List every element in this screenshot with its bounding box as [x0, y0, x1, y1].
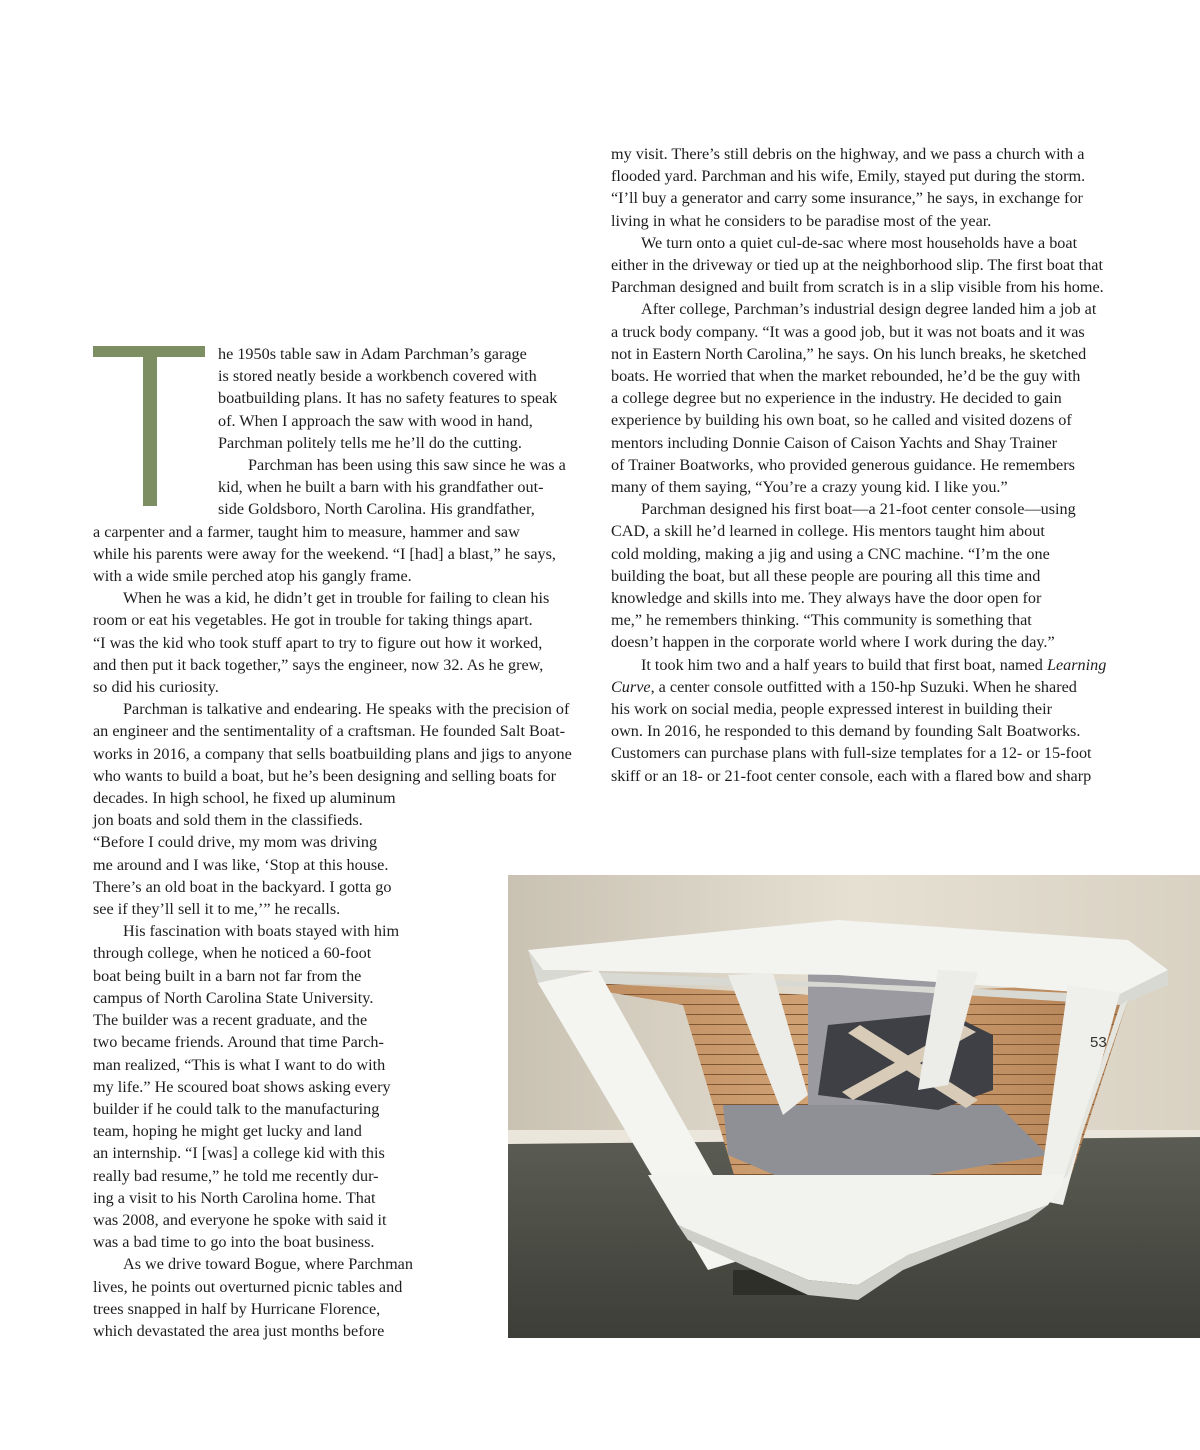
text-line: through college, when he noticed a 60-foot [93, 944, 372, 963]
text-line: so did his curiosity. [93, 678, 219, 697]
paragraph [93, 454, 588, 587]
text-line: Parchman politely tells me he’ll do the cutting. [218, 433, 522, 452]
text-line: experience by building his own boat, so he called and visited dozens of [611, 411, 1072, 430]
text-line: jon boats and sold them in the classifieds. [93, 811, 363, 830]
text-line: my visit. There’s still debris on the highway, and we pass a church with a [611, 145, 1085, 163]
text-line: flooded yard. Parchman and his wife, Emily, stayed put during the storm. [611, 167, 1086, 186]
text-line: while his parents were away for the weekend. “I [had] a blast,” he says, [93, 544, 556, 563]
text-line: Parchman has been using this saw since he was a [248, 456, 566, 475]
text-line: he 1950s table saw in Adam Parchman’s garage [218, 345, 527, 363]
paragraph [611, 298, 1107, 498]
text-line: me around and I was like, ‘Stop at this house. [93, 855, 389, 874]
text-line: Customers can purchase plans with full-size templates for a 12- or 15-foot [611, 744, 1092, 763]
text-line: “Before I could drive, my mom was driving [93, 833, 378, 852]
text-line: trees snapped in half by Hurricane Florence, [93, 1299, 381, 1318]
text-line: of. When I approach the saw with wood in hand, [218, 411, 533, 430]
text-line: really bad resume,” he told me recently dur- [93, 1166, 379, 1185]
text-line: kid, when he built a barn with his grandfather out- [218, 478, 544, 497]
text-line: boatbuilding plans. It has no safety features to speak [218, 389, 558, 408]
paragraph [611, 654, 1107, 787]
text-line: knowledge and skills into me. They always have the door open for [611, 589, 1042, 608]
text-line: campus of North Carolina State University. [93, 988, 374, 1007]
text-line: Parchman designed his first boat—a 21-foot center console—using [641, 500, 1076, 519]
text-line: cold molding, making a jig and using a CNC machine. “I’m the one [611, 544, 1050, 563]
text-line: was a bad time to go into the boat business. [93, 1233, 375, 1252]
text-line: It took him two and a half years to build that first boat, named Learning [641, 655, 1107, 674]
text-line: ing a visit to his North Carolina home. That [93, 1188, 376, 1207]
text-line: decades. In high school, he fixed up aluminum [93, 789, 396, 808]
text-line: either in the driveway or tied up at the neighborhood slip. The first boat that [611, 256, 1103, 275]
text-line: boats. He worried that when the market rebounded, he’d be the guy with [611, 367, 1081, 386]
page-number: 53 [1090, 1034, 1107, 1051]
text-line: doesn’t happen in the corporate world where I work during the day.” [611, 633, 1055, 652]
text-line: two became friends. Around that time Parch- [93, 1033, 384, 1052]
text-line: mentors including Donnie Caison of Caison Yachts and Shay Trainer [611, 433, 1058, 452]
text-line: an internship. “I [was] a college kid with this [93, 1144, 385, 1163]
text-line: a carpenter and a farmer, taught him to measure, hammer and saw [93, 522, 520, 541]
text-line: skiff or an 18- or 21-foot center console, each with a flared bow and sharp [611, 766, 1092, 785]
right-column [611, 143, 1107, 787]
text-line: side Goldsboro, North Carolina. His grandfather, [218, 500, 535, 519]
text-line: Parchman is talkative and endearing. He speaks with the precision of [123, 700, 570, 719]
text-line: who wants to build a boat, but he’s been designing and selling boats for [93, 766, 557, 785]
text-line: man realized, “This is what I want to do with [93, 1055, 386, 1074]
text-line: “I’ll buy a generator and carry some insurance,” he says, in exchange for [611, 189, 1083, 208]
text-line: living in what he considers to be paradise most of the year. [611, 211, 992, 230]
text-line: When he was a kid, he didn’t get in trouble for failing to clean his [123, 589, 550, 608]
text-line: lives, he points out overturned picnic tables and [93, 1277, 403, 1296]
text-line: own. In 2016, he responded to this demand by founding Salt Boatworks. [611, 722, 1081, 741]
text-line: team, hoping he might get lucky and land [93, 1122, 362, 1141]
text-line: building the boat, but all these people are pouring all this time and [611, 566, 1041, 585]
paragraph [611, 143, 1107, 232]
text-line: Curve, a center console outfitted with a 150-hp Suzuki. When he shared [611, 677, 1077, 696]
text-line: which devastated the area just months before [93, 1321, 385, 1340]
text-line: “I was the kid who took stuff apart to try to figure out how it worked, [93, 633, 543, 652]
italic-title: Learning [1046, 655, 1107, 674]
text-line: with a wide smile perched atop his gangly frame. [93, 567, 412, 586]
text-line: see if they’ll sell it to me,’” he recalls. [93, 900, 341, 919]
text-line: We turn onto a quiet cul-de-sac where most households have a boat [641, 233, 1078, 252]
text-line: an engineer and the sentimentality of a craftsman. He founded Salt Boat- [93, 722, 565, 741]
text-line: a truck body company. “It was a good job, but it was not boats and it was [611, 322, 1085, 341]
text-line: his work on social media, people expressed interest in building their [611, 700, 1053, 719]
paragraph [611, 232, 1107, 299]
boat-chair-photo [508, 875, 1200, 1338]
text-line: boat being built in a barn not far from the [93, 966, 362, 985]
italic-title: Curve [611, 677, 651, 696]
text-line: a college degree but no experience in the industry. He decided to gain [611, 389, 1062, 408]
text-line: The builder was a recent graduate, and the [93, 1011, 368, 1030]
text-line: room or eat his vegetables. He got in trouble for taking things apart. [93, 611, 533, 630]
paragraph [93, 343, 588, 454]
text-line: builder if he could talk to the manufacturing [93, 1099, 380, 1118]
text-line: Parchman designed and built from scratch is in a slip visible from his home. [611, 278, 1104, 297]
text-line: After college, Parchman’s industrial design degree landed him a job at [641, 300, 1097, 319]
text-line: my life.” He scoured boat shows asking every [93, 1077, 391, 1096]
boat-chair-illustration [508, 875, 1200, 1338]
text-line: His fascination with boats stayed with him [123, 922, 400, 941]
text-line: me,” he remembers thinking. “This community is something that [611, 611, 1032, 630]
text-line: was 2008, and everyone he spoke with said it [93, 1210, 387, 1229]
text-line: and then put it back together,” says the engineer, now 32. As he grew, [93, 655, 544, 674]
text-line: As we drive toward Bogue, where Parchman [123, 1255, 413, 1274]
text-line: works in 2016, a company that sells boatbuilding plans and jigs to anyone [93, 744, 572, 763]
text-line: CAD, a skill he’d learned in college. His mentors taught him about [611, 522, 1045, 541]
text-line: many of them saying, “You’re a crazy young kid. I like you.” [611, 478, 1008, 497]
text-line: is stored neatly beside a workbench covered with [218, 367, 537, 386]
text-line: of Trainer Boatworks, who provided generous guidance. He remembers [611, 455, 1075, 474]
text-line: There’s an old boat in the backyard. I gotta go [93, 877, 392, 896]
paragraph [93, 587, 588, 698]
paragraph [611, 498, 1107, 653]
text-line: not in Eastern North Carolina,” he says. On his lunch breaks, he sketched [611, 344, 1087, 363]
